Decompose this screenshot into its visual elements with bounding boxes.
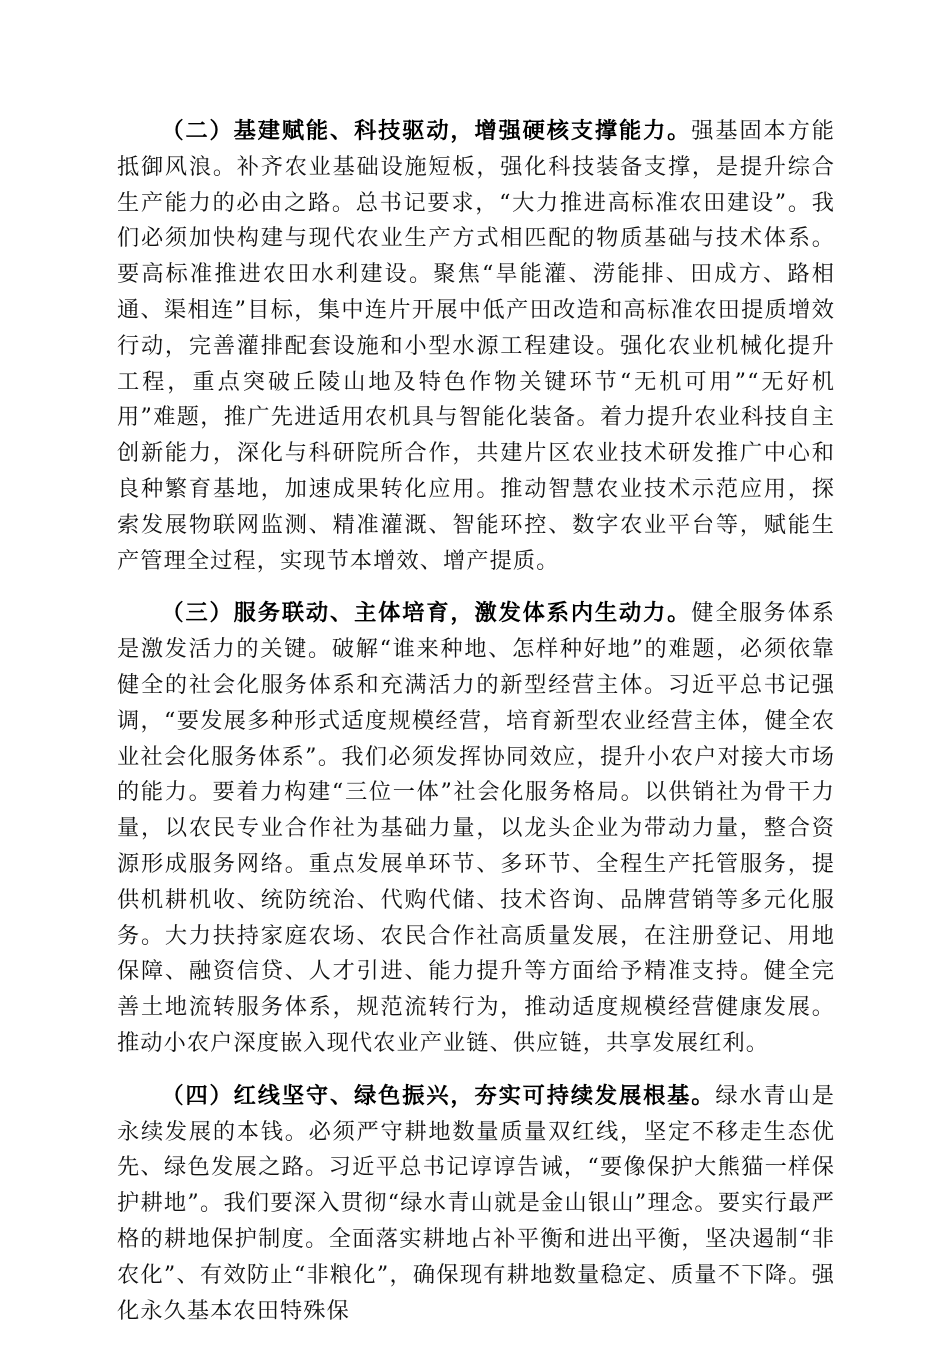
document-body	[117, 114, 835, 1346]
section-heading-4: （四）红线坚守、绿色振兴，夯实可持续发展根基。	[161, 1082, 716, 1109]
paragraph-text-4: 绿水青山是永续发展的本钱。必须严守耕地数量质量双红线，坚定不移走生态优先、绿色发展之路。习近平总书记谆谆告诫，“要像保护大熊猫一样保护耕地”。我们要深入贯彻“绿水青山就是金山银山”理念。要实行最严格的耕地保护制度。全面落实耕地占补平衡和进出平衡，坚决遏制“非农化”、有效防止“非粮化”，确保现有耕地数量稳定、质量不下降。强化永久基本农田特殊保	[117, 1082, 835, 1324]
paragraph-2	[117, 114, 835, 579]
paragraph-3	[117, 596, 835, 1061]
section-heading-3: （三）服务联动、主体培育，激发体系内生动力。	[161, 600, 692, 627]
paragraph-text-2: 强基固本方能抵御风浪。补齐农业基础设施短板，强化科技装备支撑，是提升综合生产能力的必由之路。总书记要求，“大力推进高标准农田建设”。我们必须加快构建与现代农业生产方式相匹配的物质基础与技术体系。要高标准推进农田水利建设。聚焦“旱能灌、涝能排、田成方、路相通、渠相连”目标，集中连片开展中低产田改造和高标准农田提质增效行动，完善灌排配套设施和小型水源工程建设。强化农业机械化提升工程，重点突破丘陵山地及特色作物关键环节“无机可用”“无好机用”难题，推广先进适用农机具与智能化装备。着力提升农业科技自主创新能力，深化与科研院所合作，共建片区农业技术研发推广中心和良种繁育基地，加速成果转化应用。推动智慧农业技术示范应用，探索发展物联网监测、精准灌溉、智能环控、数字农业平台等，赋能生产管理全过程，实现节本增效、增产提质。	[117, 118, 835, 574]
section-heading-2: （二）基建赋能、科技驱动，增强硬核支撑能力。	[161, 118, 692, 144]
paragraph-4	[117, 1079, 835, 1330]
paragraph-text-3: 健全服务体系是激发活力的关键。破解“谁来种地、怎样种好地”的难题，必须依靠健全的社会化服务体系和充满活力的新型经营主体。习近平总书记强调，“要发展多种形式适度规模经营，培育新型农业经营主体，健全农业社会化服务体系”。我们必须发挥协同效应，提升小农户对接大市场的能力。要着力构建“三位一体”社会化服务格局。以供销社为骨干力量，以农民专业合作社为基础力量，以龙头企业为带动力量，整合资源形成服务网络。重点发展单环节、多环节、全程生产托管服务，提供机耕机收、统防统治、代购代储、技术咨询、品牌营销等多元化服务。大力扶持家庭农场、农民合作社高质量发展，在注册登记、用地保障、融资信贷、人才引进、能力提升等方面给予精准支持。健全完善土地流转服务体系，规范流转行为，推动适度规模经营健康发展。推动小农户深度嵌入现代农业产业链、供应链，共享发展红利。	[117, 600, 835, 1056]
